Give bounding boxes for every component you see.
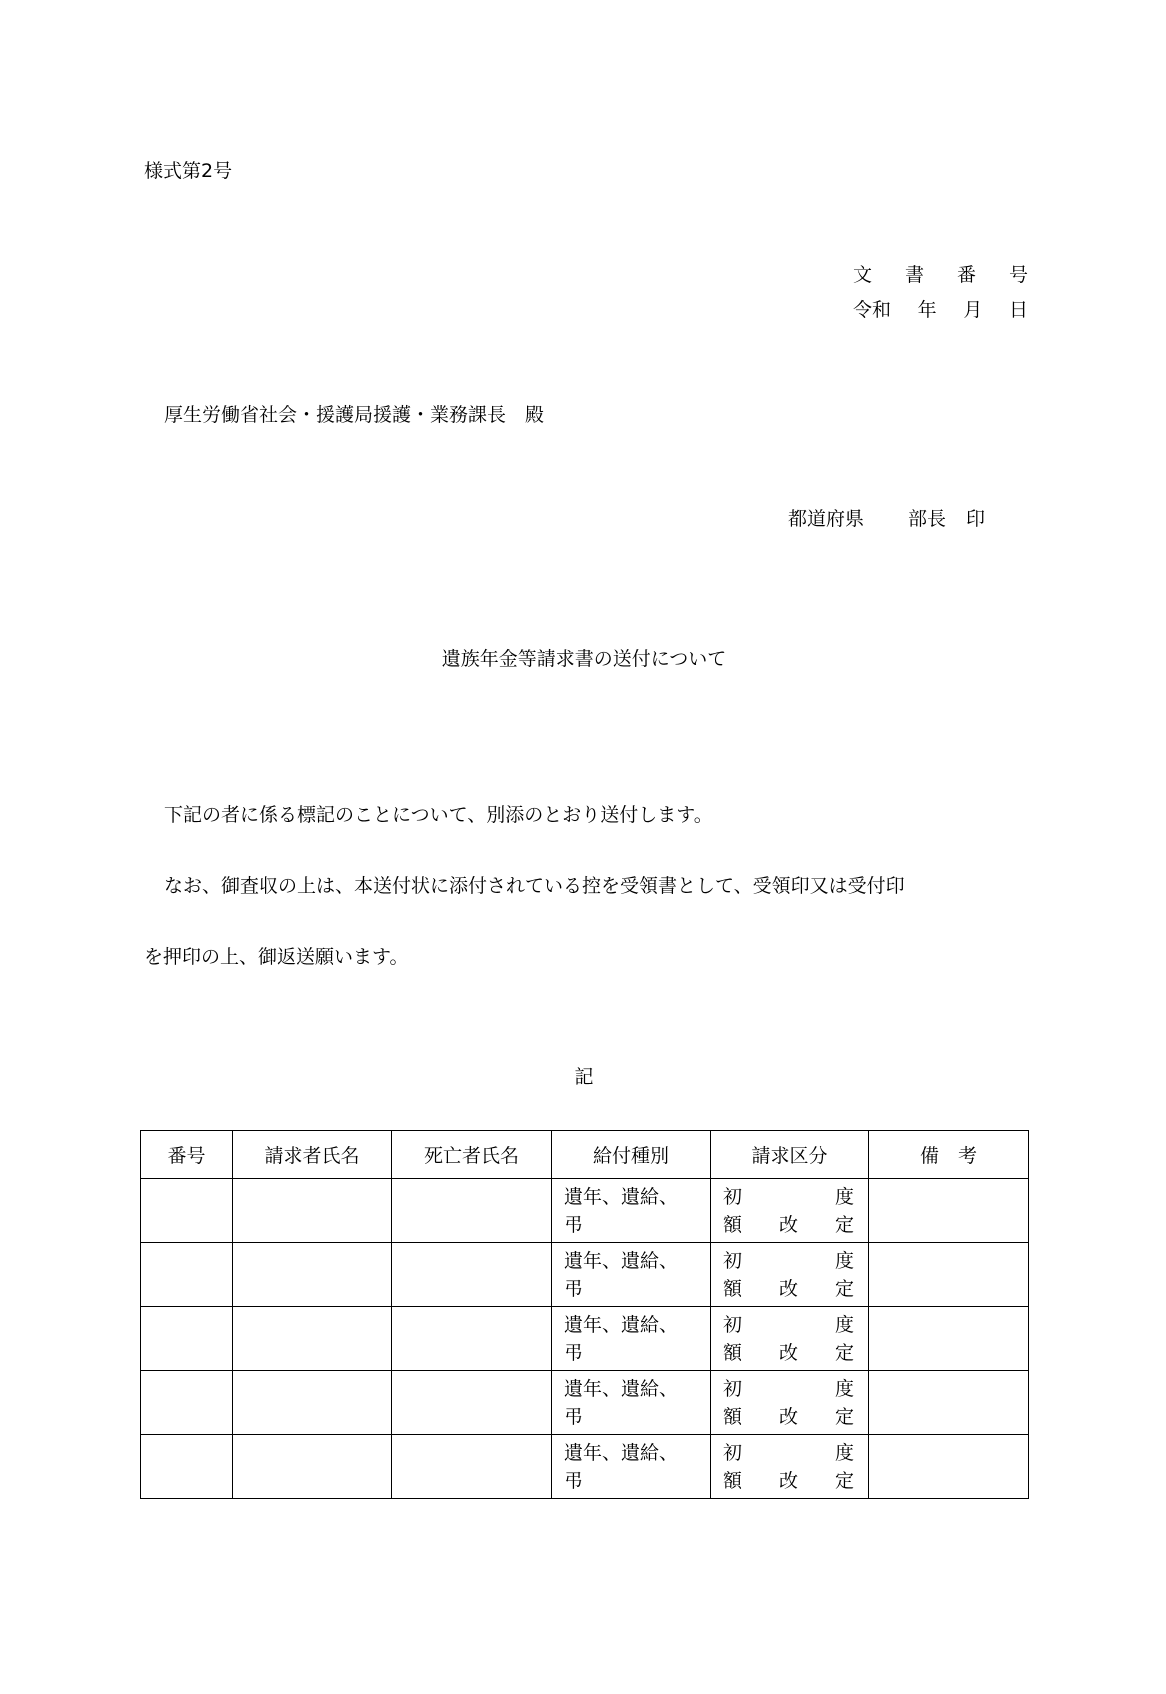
category-char: 度 — [834, 1185, 854, 1208]
category-char: 改 — [778, 1469, 798, 1492]
doc-char: 番 — [956, 264, 976, 286]
header-number: 番号 — [141, 1131, 233, 1179]
category-char: 初 — [723, 1441, 743, 1464]
deceased-name-cell[interactable] — [392, 1307, 552, 1371]
claimant-name-cell[interactable] — [233, 1243, 392, 1307]
benefit-type-cell — [552, 1243, 711, 1307]
day: 日 — [1008, 299, 1028, 321]
category-char: 定 — [834, 1213, 854, 1236]
benefit-type-line: 遺年、遺給、 — [564, 1313, 679, 1336]
remarks-cell[interactable] — [869, 1307, 1029, 1371]
remarks-cell[interactable] — [869, 1243, 1029, 1307]
table-row — [141, 1371, 1029, 1435]
deceased-name-cell[interactable] — [392, 1243, 552, 1307]
sender-title: 部長 — [908, 508, 947, 530]
category-char: 度 — [834, 1313, 854, 1336]
number-cell[interactable] — [141, 1371, 233, 1435]
form-number: 様式第2号 — [144, 160, 233, 182]
category-char: 定 — [834, 1341, 854, 1364]
benefit-type-line: 弔 — [564, 1341, 584, 1364]
category-char: 度 — [834, 1249, 854, 1272]
month: 月 — [963, 299, 983, 321]
sender-line — [788, 507, 985, 531]
claimant-name-cell[interactable] — [233, 1371, 392, 1435]
category-char: 初 — [723, 1313, 743, 1336]
benefit-type-cell — [552, 1307, 711, 1371]
header-remarks: 備 考 — [869, 1131, 1029, 1179]
table-row — [141, 1243, 1029, 1307]
category-char: 改 — [778, 1341, 798, 1364]
deceased-name-cell[interactable] — [392, 1371, 552, 1435]
benefit-type-line: 遺年、遺給、 — [564, 1185, 679, 1208]
addressee: 厚生労働省社会・援護局援護・業務課長 殿 — [164, 404, 545, 426]
era: 令和 — [853, 299, 892, 321]
applicants-table — [140, 1130, 1029, 1499]
ki-heading: 記 — [574, 1066, 594, 1088]
document-title: 遺族年金等請求書の送付について — [441, 648, 727, 670]
benefit-type-line: 弔 — [564, 1405, 584, 1428]
body-paragraph-2-line-1: なお、御査収の上は、本送付状に添付されている控を受領書として、受領印又は受付印 — [164, 875, 905, 897]
header-claim-category: 請求区分 — [711, 1131, 869, 1179]
table-header-row — [141, 1131, 1029, 1179]
doc-char: 文 — [853, 264, 873, 286]
category-char: 初 — [723, 1377, 743, 1400]
document-number-label — [853, 263, 1028, 287]
benefit-type-cell — [552, 1435, 711, 1499]
category-char: 度 — [834, 1377, 854, 1400]
body-paragraph-2-line-2: を押印の上、御返送願います。 — [144, 946, 409, 968]
benefit-type-line: 遺年、遺給、 — [564, 1441, 679, 1464]
benefit-type-line: 弔 — [564, 1213, 584, 1236]
claimant-name-cell[interactable] — [233, 1307, 392, 1371]
table-row — [141, 1307, 1029, 1371]
category-char: 額 — [723, 1213, 743, 1236]
doc-char: 号 — [1008, 264, 1028, 286]
doc-char: 書 — [904, 264, 924, 286]
deceased-name-cell[interactable] — [392, 1179, 552, 1243]
benefit-type-line: 弔 — [564, 1469, 584, 1492]
benefit-type-cell — [552, 1371, 711, 1435]
category-char: 改 — [778, 1277, 798, 1300]
category-char: 定 — [834, 1469, 854, 1492]
sender-prefecture: 都道府県 — [788, 508, 865, 530]
category-char: 額 — [723, 1277, 743, 1300]
category-char: 度 — [834, 1441, 854, 1464]
number-cell[interactable] — [141, 1179, 233, 1243]
category-char: 改 — [778, 1405, 798, 1428]
date-line — [853, 298, 1028, 322]
number-cell[interactable] — [141, 1435, 233, 1499]
benefit-type-line: 遺年、遺給、 — [564, 1249, 679, 1272]
remarks-cell[interactable] — [869, 1371, 1029, 1435]
category-char: 初 — [723, 1185, 743, 1208]
category-char: 定 — [834, 1405, 854, 1428]
table-row — [141, 1435, 1029, 1499]
claimant-name-cell[interactable] — [233, 1435, 392, 1499]
header-deceased-name: 死亡者氏名 — [392, 1131, 552, 1179]
category-char: 額 — [723, 1469, 743, 1492]
category-char: 額 — [723, 1341, 743, 1364]
seal-mark: 印 — [966, 508, 986, 530]
claim-category-cell — [711, 1179, 869, 1243]
remarks-cell[interactable] — [869, 1179, 1029, 1243]
claimant-name-cell[interactable] — [233, 1179, 392, 1243]
benefit-type-line: 弔 — [564, 1277, 584, 1300]
deceased-name-cell[interactable] — [392, 1435, 552, 1499]
category-char: 改 — [778, 1213, 798, 1236]
header-claimant-name: 請求者氏名 — [233, 1131, 392, 1179]
header-benefit-type: 給付種別 — [552, 1131, 711, 1179]
benefit-type-cell — [552, 1179, 711, 1243]
claim-category-cell — [711, 1243, 869, 1307]
body-paragraph-1: 下記の者に係る標記のことについて、別添のとおり送付します。 — [164, 804, 713, 826]
claim-category-cell — [711, 1435, 869, 1499]
category-char: 額 — [723, 1405, 743, 1428]
number-cell[interactable] — [141, 1307, 233, 1371]
claim-category-cell — [711, 1307, 869, 1371]
benefit-type-line: 遺年、遺給、 — [564, 1377, 679, 1400]
remarks-cell[interactable] — [869, 1435, 1029, 1499]
year: 年 — [917, 299, 937, 321]
category-char: 初 — [723, 1249, 743, 1272]
category-char: 定 — [834, 1277, 854, 1300]
number-cell[interactable] — [141, 1243, 233, 1307]
claim-category-cell — [711, 1371, 869, 1435]
table-row — [141, 1179, 1029, 1243]
